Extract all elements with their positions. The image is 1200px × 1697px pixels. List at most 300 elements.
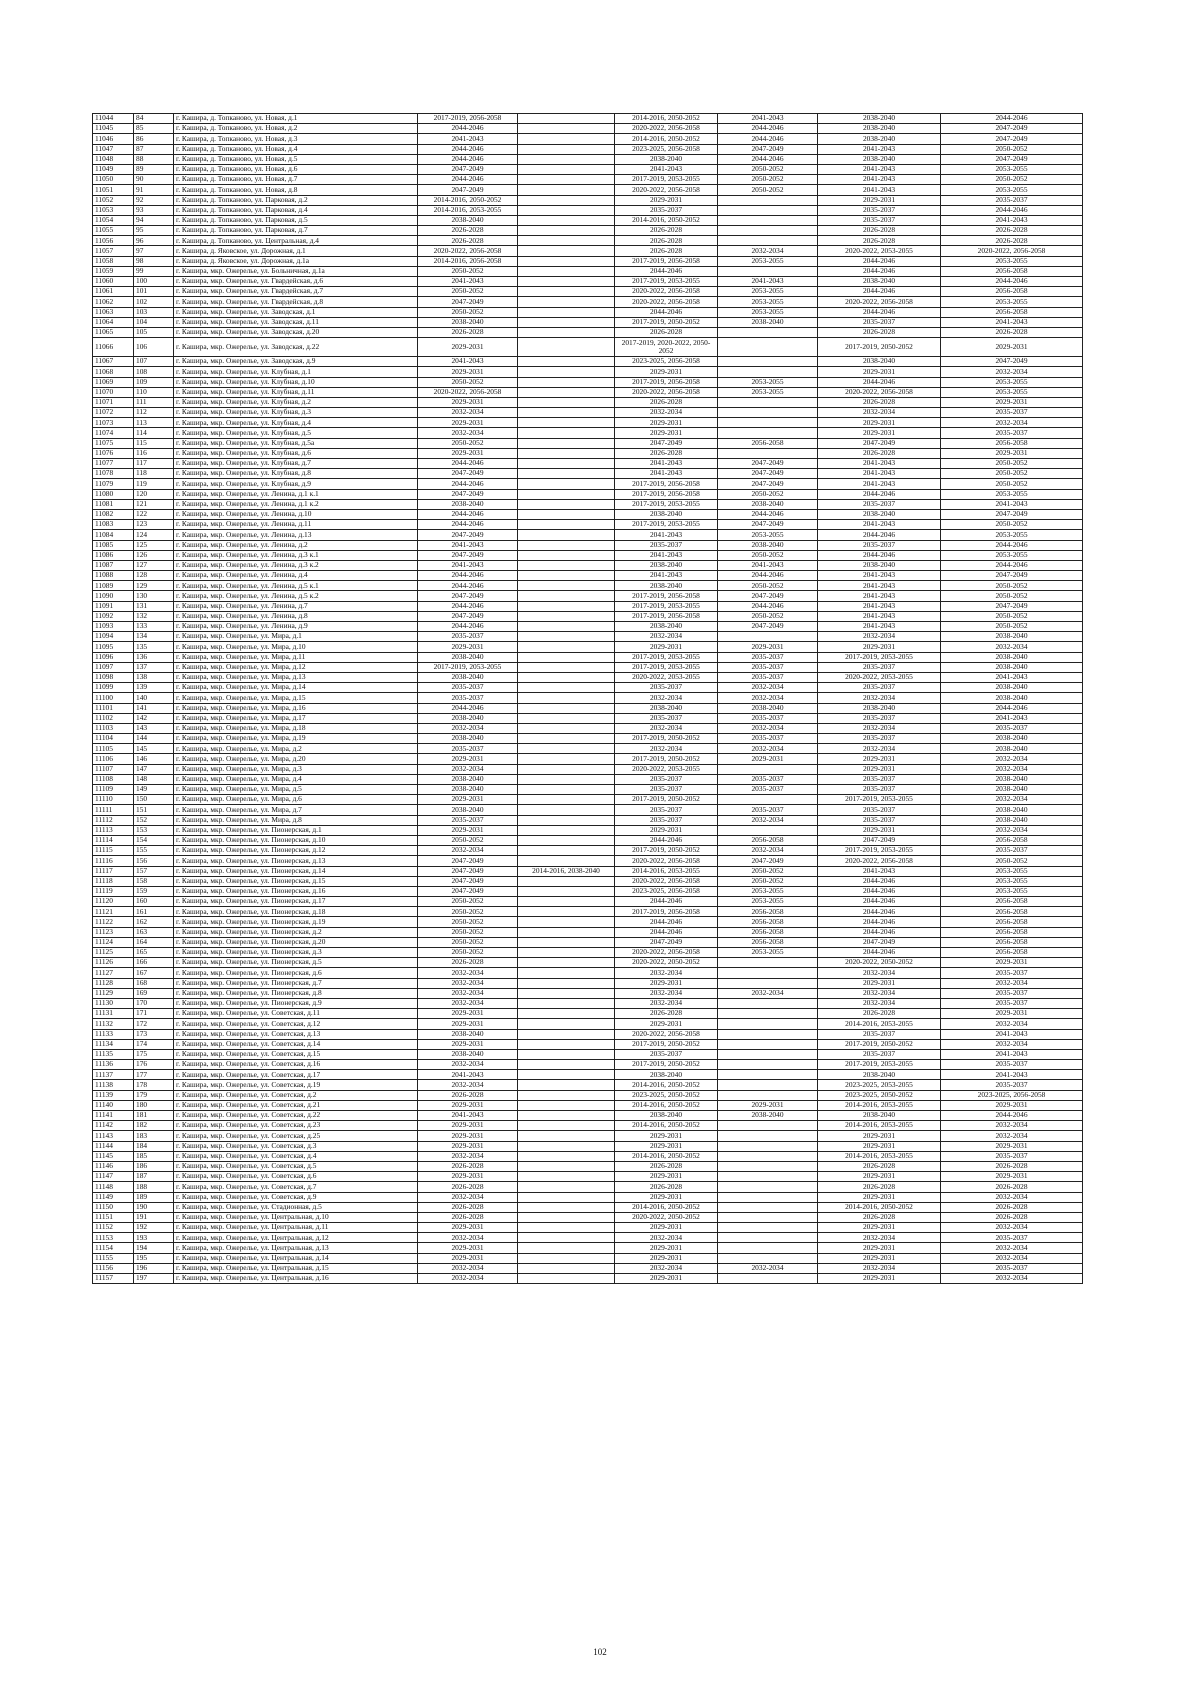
cell-num: 120 bbox=[134, 489, 174, 499]
cell-p1: 2014-2016, 2056-2058 bbox=[418, 256, 518, 266]
table-row bbox=[93, 550, 1083, 560]
cell-p1: 2038-2040 bbox=[418, 652, 518, 662]
cell-p5: 2017-2019, 2053-2055 bbox=[818, 846, 941, 856]
cell-id: 11071 bbox=[93, 397, 134, 407]
table-row bbox=[93, 1202, 1083, 1212]
cell-num: 130 bbox=[134, 591, 174, 601]
cell-p4 bbox=[718, 978, 818, 988]
cell-p5: 2032-2034 bbox=[818, 988, 941, 998]
cell-p1: 2038-2040 bbox=[418, 672, 518, 682]
cell-p2 bbox=[518, 825, 615, 835]
cell-p3: 2023-2025, 2056-2058 bbox=[615, 144, 718, 154]
cell-p5: 2017-2019, 2050-2052 bbox=[818, 338, 941, 357]
table-row bbox=[93, 469, 1083, 479]
cell-p2 bbox=[518, 642, 615, 652]
cell-p1: 2050-2052 bbox=[418, 438, 518, 448]
cell-p3: 2026-2028 bbox=[615, 1182, 718, 1192]
cell-p6: 2053-2055 bbox=[941, 489, 1083, 499]
cell-p4 bbox=[718, 226, 818, 236]
cell-p4: 2035-2037 bbox=[718, 713, 818, 723]
cell-p1: 2029-2031 bbox=[418, 642, 518, 652]
cell-p1: 2038-2040 bbox=[418, 805, 518, 815]
cell-num: 93 bbox=[134, 205, 174, 215]
cell-p6: 2041-2043 bbox=[941, 672, 1083, 682]
cell-p5: 2044-2046 bbox=[818, 307, 941, 317]
cell-p3: 2032-2034 bbox=[615, 744, 718, 754]
cell-num: 108 bbox=[134, 367, 174, 377]
cell-id: 11142 bbox=[93, 1121, 134, 1131]
cell-p2 bbox=[518, 948, 615, 958]
cell-address: г. Кашира, мкр. Ожерелье, ул. Клубная, д.5 bbox=[174, 428, 418, 438]
cell-address: г. Кашира, мкр. Ожерелье, ул. Советская, д.25 bbox=[174, 1131, 418, 1141]
cell-p4: 2050-2052 bbox=[718, 185, 818, 195]
cell-p4 bbox=[718, 367, 818, 377]
cell-p6: 2038-2040 bbox=[941, 693, 1083, 703]
cell-id: 11064 bbox=[93, 317, 134, 327]
cell-address: г. Кашира, мкр. Ожерелье, ул. Мира, д.16 bbox=[174, 703, 418, 713]
table-row bbox=[93, 124, 1083, 134]
cell-p5: 2029-2031 bbox=[818, 1223, 941, 1233]
cell-num: 152 bbox=[134, 815, 174, 825]
cell-p4: 2032-2034 bbox=[718, 723, 818, 733]
cell-p6: 2026-2028 bbox=[941, 1212, 1083, 1222]
cell-p4: 2050-2052 bbox=[718, 175, 818, 185]
cell-p1: 2047-2049 bbox=[418, 856, 518, 866]
cell-p4 bbox=[718, 1131, 818, 1141]
cell-id: 11128 bbox=[93, 978, 134, 988]
cell-address: г. Кашира, мкр. Ожерелье, ул. Центральная, д.16 bbox=[174, 1274, 418, 1284]
cell-id: 11061 bbox=[93, 287, 134, 297]
cell-p5: 2035-2037 bbox=[818, 785, 941, 795]
cell-p5: 2032-2034 bbox=[818, 744, 941, 754]
cell-address: г. Кашира, мкр. Ожерелье, ул. Клубная, д.7 bbox=[174, 459, 418, 469]
cell-p5: 2035-2037 bbox=[818, 662, 941, 672]
cell-address: г. Кашира, мкр. Ожерелье, ул. Мира, д.15 bbox=[174, 693, 418, 703]
table-row bbox=[93, 825, 1083, 835]
cell-address: г. Кашира, д. Топканово, ул. Новая, д.4 bbox=[174, 144, 418, 154]
cell-p1: 2044-2046 bbox=[418, 459, 518, 469]
table-row bbox=[93, 530, 1083, 540]
cell-p5: 2038-2040 bbox=[818, 509, 941, 519]
cell-p5: 2035-2037 bbox=[818, 1029, 941, 1039]
cell-p6: 2041-2043 bbox=[941, 215, 1083, 225]
cell-p4 bbox=[718, 448, 818, 458]
cell-p5: 2029-2031 bbox=[818, 367, 941, 377]
cell-p1: 2026-2028 bbox=[418, 1161, 518, 1171]
cell-p3: 2038-2040 bbox=[615, 509, 718, 519]
cell-p1: 2029-2031 bbox=[418, 1121, 518, 1131]
cell-p2 bbox=[518, 164, 615, 174]
cell-id: 11106 bbox=[93, 754, 134, 764]
cell-p6: 2035-2037 bbox=[941, 408, 1083, 418]
cell-p6: 2026-2028 bbox=[941, 1202, 1083, 1212]
cell-p1: 2044-2046 bbox=[418, 144, 518, 154]
cell-p4 bbox=[718, 1029, 818, 1039]
cell-p6: 2056-2058 bbox=[941, 835, 1083, 845]
cell-p4 bbox=[718, 1151, 818, 1161]
cell-p3: 2017-2019, 2053-2055 bbox=[615, 499, 718, 509]
table-row bbox=[93, 1090, 1083, 1100]
cell-address: г. Кашира, мкр. Ожерелье, ул. Ленина, д.9 bbox=[174, 622, 418, 632]
cell-address: г. Кашира, мкр. Ожерелье, ул. Советская, д.2 bbox=[174, 1090, 418, 1100]
cell-p1: 2032-2034 bbox=[418, 723, 518, 733]
cell-p2 bbox=[518, 185, 615, 195]
cell-p2 bbox=[518, 1070, 615, 1080]
cell-num: 147 bbox=[134, 764, 174, 774]
cell-p3: 2041-2043 bbox=[615, 469, 718, 479]
cell-p5: 2020-2022, 2053-2055 bbox=[818, 246, 941, 256]
cell-id: 11145 bbox=[93, 1151, 134, 1161]
cell-p6: 2053-2055 bbox=[941, 530, 1083, 540]
cell-id: 11085 bbox=[93, 540, 134, 550]
cell-p3: 2029-2031 bbox=[615, 428, 718, 438]
cell-num: 113 bbox=[134, 418, 174, 428]
cell-p1: 2029-2031 bbox=[418, 825, 518, 835]
cell-p3: 2032-2034 bbox=[615, 693, 718, 703]
cell-num: 100 bbox=[134, 277, 174, 287]
cell-p2 bbox=[518, 1263, 615, 1273]
cell-p1: 2029-2031 bbox=[418, 795, 518, 805]
cell-p1: 2029-2031 bbox=[418, 448, 518, 458]
cell-p3: 2029-2031 bbox=[615, 1223, 718, 1233]
cell-p5: 2029-2031 bbox=[818, 1141, 941, 1151]
cell-num: 137 bbox=[134, 662, 174, 672]
cell-id: 11108 bbox=[93, 774, 134, 784]
table-row bbox=[93, 886, 1083, 896]
cell-p4 bbox=[718, 1202, 818, 1212]
table-row bbox=[93, 1192, 1083, 1202]
cell-p5: 2041-2043 bbox=[818, 164, 941, 174]
cell-address: г. Кашира, мкр. Ожерелье, ул. Клубная, д.2 bbox=[174, 397, 418, 407]
cell-p6: 2044-2046 bbox=[941, 205, 1083, 215]
cell-address: г. Кашира, мкр. Ожерелье, ул. Пионерская, д.1 bbox=[174, 825, 418, 835]
cell-p2 bbox=[518, 1009, 615, 1019]
cell-p2 bbox=[518, 509, 615, 519]
cell-p1: 2041-2043 bbox=[418, 357, 518, 367]
cell-p3: 2038-2040 bbox=[615, 1111, 718, 1121]
cell-p4: 2035-2037 bbox=[718, 785, 818, 795]
cell-p3: 2038-2040 bbox=[615, 154, 718, 164]
cell-p3: 2014-2016, 2050-2052 bbox=[615, 1151, 718, 1161]
cell-p5: 2047-2049 bbox=[818, 937, 941, 947]
cell-id: 11112 bbox=[93, 815, 134, 825]
cell-id: 11075 bbox=[93, 438, 134, 448]
cell-p6: 2050-2052 bbox=[941, 459, 1083, 469]
cell-address: г. Кашира, мкр. Ожерелье, ул. Мира, д.10 bbox=[174, 642, 418, 652]
cell-p1: 2035-2037 bbox=[418, 632, 518, 642]
cell-p2 bbox=[518, 632, 615, 642]
cell-p3: 2044-2046 bbox=[615, 835, 718, 845]
cell-p6: 2029-2031 bbox=[941, 338, 1083, 357]
cell-p5: 2044-2046 bbox=[818, 948, 941, 958]
cell-num: 144 bbox=[134, 734, 174, 744]
cell-p4: 2047-2049 bbox=[718, 459, 818, 469]
cell-num: 125 bbox=[134, 540, 174, 550]
cell-p2 bbox=[518, 723, 615, 733]
cell-p4: 2032-2034 bbox=[718, 815, 818, 825]
cell-p5: 2026-2028 bbox=[818, 1161, 941, 1171]
cell-id: 11090 bbox=[93, 591, 134, 601]
cell-num: 180 bbox=[134, 1100, 174, 1110]
cell-num: 178 bbox=[134, 1080, 174, 1090]
cell-p2 bbox=[518, 134, 615, 144]
cell-p1: 2038-2040 bbox=[418, 317, 518, 327]
cell-address: г. Кашира, мкр. Ожерелье, ул. Советская, д.9 bbox=[174, 1192, 418, 1202]
cell-p1: 2041-2043 bbox=[418, 134, 518, 144]
cell-num: 149 bbox=[134, 785, 174, 795]
cell-p3: 2029-2031 bbox=[615, 195, 718, 205]
cell-address: г. Кашира, мкр. Ожерелье, ул. Мира, д.1 bbox=[174, 632, 418, 642]
cell-id: 11136 bbox=[93, 1060, 134, 1070]
cell-p4: 2053-2055 bbox=[718, 287, 818, 297]
cell-p5: 2041-2043 bbox=[818, 571, 941, 581]
cell-p4 bbox=[718, 1090, 818, 1100]
cell-num: 170 bbox=[134, 998, 174, 1008]
cell-num: 96 bbox=[134, 236, 174, 246]
cell-p4: 2044-2046 bbox=[718, 154, 818, 164]
table-row bbox=[93, 1070, 1083, 1080]
cell-p5: 2014-2016, 2053-2055 bbox=[818, 1019, 941, 1029]
cell-p3: 2035-2037 bbox=[615, 713, 718, 723]
cell-p3: 2035-2037 bbox=[615, 1049, 718, 1059]
cell-p3: 2038-2040 bbox=[615, 622, 718, 632]
cell-p3: 2041-2043 bbox=[615, 164, 718, 174]
cell-p5: 2041-2043 bbox=[818, 144, 941, 154]
cell-p2 bbox=[518, 560, 615, 570]
cell-address: г. Кашира, мкр. Ожерелье, ул. Советская, д.15 bbox=[174, 1049, 418, 1059]
cell-num: 134 bbox=[134, 632, 174, 642]
cell-p6: 2035-2037 bbox=[941, 1080, 1083, 1090]
cell-id: 11124 bbox=[93, 937, 134, 947]
cell-num: 132 bbox=[134, 611, 174, 621]
cell-p3: 2023-2025, 2056-2058 bbox=[615, 357, 718, 367]
table-row bbox=[93, 317, 1083, 327]
cell-p5: 2029-2031 bbox=[818, 1131, 941, 1141]
cell-address: г. Кашира, мкр. Ожерелье, ул. Ленина, д.11 bbox=[174, 520, 418, 530]
cell-num: 127 bbox=[134, 560, 174, 570]
cell-p3: 2014-2016, 2050-2052 bbox=[615, 1121, 718, 1131]
cell-num: 97 bbox=[134, 246, 174, 256]
table-row bbox=[93, 866, 1083, 876]
cell-address: г. Кашира, мкр. Ожерелье, ул. Мира, д.8 bbox=[174, 815, 418, 825]
cell-p6: 2047-2049 bbox=[941, 601, 1083, 611]
cell-num: 131 bbox=[134, 601, 174, 611]
table-row bbox=[93, 185, 1083, 195]
table-row bbox=[93, 1060, 1083, 1070]
cell-address: г. Кашира, мкр. Ожерелье, ул. Пионерская, д.13 bbox=[174, 856, 418, 866]
cell-address: г. Кашира, мкр. Ожерелье, ул. Советская, д.11 bbox=[174, 1009, 418, 1019]
cell-p5: 2041-2043 bbox=[818, 459, 941, 469]
cell-p3: 2017-2019, 2020-2022, 2050-2052 bbox=[615, 338, 718, 357]
cell-p5: 2029-2031 bbox=[818, 764, 941, 774]
cell-p3: 2023-2025, 2050-2052 bbox=[615, 1090, 718, 1100]
table-row bbox=[93, 479, 1083, 489]
cell-p5: 2035-2037 bbox=[818, 1049, 941, 1059]
cell-num: 106 bbox=[134, 338, 174, 357]
cell-num: 85 bbox=[134, 124, 174, 134]
cell-id: 11116 bbox=[93, 856, 134, 866]
cell-p5: 2035-2037 bbox=[818, 734, 941, 744]
cell-address: г. Кашира, мкр. Ожерелье, ул. Клубная, д.4 bbox=[174, 418, 418, 428]
cell-p4 bbox=[718, 1039, 818, 1049]
cell-id: 11129 bbox=[93, 988, 134, 998]
cell-num: 189 bbox=[134, 1192, 174, 1202]
cell-address: г. Кашира, мкр. Ожерелье, ул. Клубная, д.9 bbox=[174, 479, 418, 489]
cell-id: 11095 bbox=[93, 642, 134, 652]
cell-p3: 2017-2019, 2053-2055 bbox=[615, 175, 718, 185]
cell-p3: 2014-2016, 2050-2052 bbox=[615, 215, 718, 225]
cell-p6: 2050-2052 bbox=[941, 144, 1083, 154]
cell-p2 bbox=[518, 907, 615, 917]
cell-p6: 2050-2052 bbox=[941, 591, 1083, 601]
cell-p5: 2032-2034 bbox=[818, 1263, 941, 1273]
cell-p3: 2023-2025, 2056-2058 bbox=[615, 886, 718, 896]
cell-p4: 2047-2049 bbox=[718, 144, 818, 154]
cell-p1: 2050-2052 bbox=[418, 266, 518, 276]
cell-p5: 2035-2037 bbox=[818, 540, 941, 550]
cell-p3: 2020-2022, 2053-2055 bbox=[615, 764, 718, 774]
cell-p6: 2038-2040 bbox=[941, 632, 1083, 642]
table-row bbox=[93, 897, 1083, 907]
cell-p5: 2023-2025, 2053-2055 bbox=[818, 1080, 941, 1090]
cell-p4 bbox=[718, 1161, 818, 1171]
cell-num: 187 bbox=[134, 1172, 174, 1182]
cell-id: 11144 bbox=[93, 1141, 134, 1151]
cell-p4: 2050-2052 bbox=[718, 611, 818, 621]
cell-p4: 2041-2043 bbox=[718, 560, 818, 570]
cell-id: 11114 bbox=[93, 835, 134, 845]
cell-p5: 2020-2022, 2050-2052 bbox=[818, 958, 941, 968]
cell-num: 160 bbox=[134, 897, 174, 907]
cell-id: 11099 bbox=[93, 683, 134, 693]
cell-address: г. Кашира, мкр. Ожерелье, ул. Советская, д.13 bbox=[174, 1029, 418, 1039]
cell-p6: 2044-2046 bbox=[941, 540, 1083, 550]
cell-num: 161 bbox=[134, 907, 174, 917]
cell-p1: 2035-2037 bbox=[418, 683, 518, 693]
cell-p2 bbox=[518, 307, 615, 317]
cell-p6: 2056-2058 bbox=[941, 266, 1083, 276]
cell-address: г. Кашира, мкр. Ожерелье, ул. Стадионная, д.5 bbox=[174, 1202, 418, 1212]
cell-p5: 2041-2043 bbox=[818, 591, 941, 601]
cell-p5: 2047-2049 bbox=[818, 438, 941, 448]
cell-p6: 2047-2049 bbox=[941, 357, 1083, 367]
cell-p2 bbox=[518, 418, 615, 428]
cell-p3: 2029-2031 bbox=[615, 1192, 718, 1202]
cell-id: 11130 bbox=[93, 998, 134, 1008]
cell-p3: 2047-2049 bbox=[615, 937, 718, 947]
cell-p5: 2044-2046 bbox=[818, 907, 941, 917]
cell-id: 11089 bbox=[93, 581, 134, 591]
table-row bbox=[93, 114, 1083, 124]
cell-p6: 2053-2055 bbox=[941, 185, 1083, 195]
cell-p4: 2032-2034 bbox=[718, 744, 818, 754]
cell-p1: 2026-2028 bbox=[418, 226, 518, 236]
cell-p3: 2038-2040 bbox=[615, 703, 718, 713]
table-row bbox=[93, 448, 1083, 458]
cell-id: 11068 bbox=[93, 367, 134, 377]
cell-p3: 2020-2022, 2056-2058 bbox=[615, 185, 718, 195]
cell-p3: 2017-2019, 2056-2058 bbox=[615, 256, 718, 266]
cell-num: 192 bbox=[134, 1223, 174, 1233]
cell-num: 133 bbox=[134, 622, 174, 632]
cell-p3: 2044-2046 bbox=[615, 927, 718, 937]
cell-p4 bbox=[718, 1192, 818, 1202]
cell-address: г. Кашира, мкр. Ожерелье, ул. Гвардейская, д.7 bbox=[174, 287, 418, 297]
cell-p6: 2053-2055 bbox=[941, 876, 1083, 886]
cell-p5: 2026-2028 bbox=[818, 1182, 941, 1192]
cell-p1: 2050-2052 bbox=[418, 948, 518, 958]
cell-p5: 2032-2034 bbox=[818, 968, 941, 978]
cell-p6: 2032-2034 bbox=[941, 1121, 1083, 1131]
cell-p6: 2032-2034 bbox=[941, 367, 1083, 377]
cell-p6: 2032-2034 bbox=[941, 642, 1083, 652]
cell-p4: 2035-2037 bbox=[718, 774, 818, 784]
cell-p2 bbox=[518, 1212, 615, 1222]
cell-num: 109 bbox=[134, 377, 174, 387]
cell-p5: 2014-2016, 2053-2055 bbox=[818, 1151, 941, 1161]
cell-p4 bbox=[718, 357, 818, 367]
cell-p1: 2029-2031 bbox=[418, 1039, 518, 1049]
cell-address: г. Кашира, мкр. Ожерелье, ул. Советская, д.4 bbox=[174, 1151, 418, 1161]
table-row bbox=[93, 713, 1083, 723]
cell-id: 11147 bbox=[93, 1172, 134, 1182]
cell-p1: 2041-2043 bbox=[418, 277, 518, 287]
cell-id: 11115 bbox=[93, 846, 134, 856]
cell-address: г. Кашира, мкр. Ожерелье, ул. Ленина, д.1 к.2 bbox=[174, 499, 418, 509]
cell-p4: 2041-2043 bbox=[718, 277, 818, 287]
cell-address: г. Кашира, д. Топканово, ул. Новая, д.2 bbox=[174, 124, 418, 134]
cell-address: г. Кашира, мкр. Ожерелье, ул. Клубная, д.6 bbox=[174, 448, 418, 458]
cell-address: г. Кашира, д. Топканово, ул. Парковая, д.7 bbox=[174, 226, 418, 236]
repair-schedule-table bbox=[92, 113, 1083, 1284]
cell-address: г. Кашира, д. Топканово, ул. Новая, д.3 bbox=[174, 134, 418, 144]
cell-p2 bbox=[518, 785, 615, 795]
cell-id: 11134 bbox=[93, 1039, 134, 1049]
cell-id: 11046 bbox=[93, 134, 134, 144]
cell-address: г. Кашира, мкр. Ожерелье, ул. Пионерская, д.12 bbox=[174, 846, 418, 856]
cell-id: 11048 bbox=[93, 154, 134, 164]
cell-p2 bbox=[518, 1111, 615, 1121]
cell-num: 112 bbox=[134, 408, 174, 418]
cell-address: г. Кашира, мкр. Ожерелье, ул. Пионерская, д.9 bbox=[174, 998, 418, 1008]
table-row bbox=[93, 144, 1083, 154]
cell-p3: 2014-2016, 2053-2055 bbox=[615, 866, 718, 876]
cell-p6: 2053-2055 bbox=[941, 377, 1083, 387]
cell-id: 11118 bbox=[93, 876, 134, 886]
cell-p2 bbox=[518, 876, 615, 886]
cell-p1: 2050-2052 bbox=[418, 897, 518, 907]
cell-id: 11141 bbox=[93, 1111, 134, 1121]
cell-p6: 2032-2034 bbox=[941, 825, 1083, 835]
cell-p1: 2032-2034 bbox=[418, 998, 518, 1008]
cell-p2 bbox=[518, 459, 615, 469]
cell-p6: 2050-2052 bbox=[941, 175, 1083, 185]
cell-num: 174 bbox=[134, 1039, 174, 1049]
cell-address: г. Кашира, мкр. Ожерелье, ул. Советская, д.14 bbox=[174, 1039, 418, 1049]
table-row bbox=[93, 1274, 1083, 1284]
cell-id: 11126 bbox=[93, 958, 134, 968]
cell-p4: 2029-2031 bbox=[718, 642, 818, 652]
cell-p3: 2038-2040 bbox=[615, 560, 718, 570]
cell-id: 11053 bbox=[93, 205, 134, 215]
cell-num: 99 bbox=[134, 266, 174, 276]
cell-p1: 2047-2049 bbox=[418, 611, 518, 621]
cell-p5: 2014-2016, 2050-2052 bbox=[818, 1202, 941, 1212]
cell-p4 bbox=[718, 1212, 818, 1222]
cell-id: 11054 bbox=[93, 215, 134, 225]
cell-p4 bbox=[718, 1274, 818, 1284]
cell-p1: 2032-2034 bbox=[418, 978, 518, 988]
